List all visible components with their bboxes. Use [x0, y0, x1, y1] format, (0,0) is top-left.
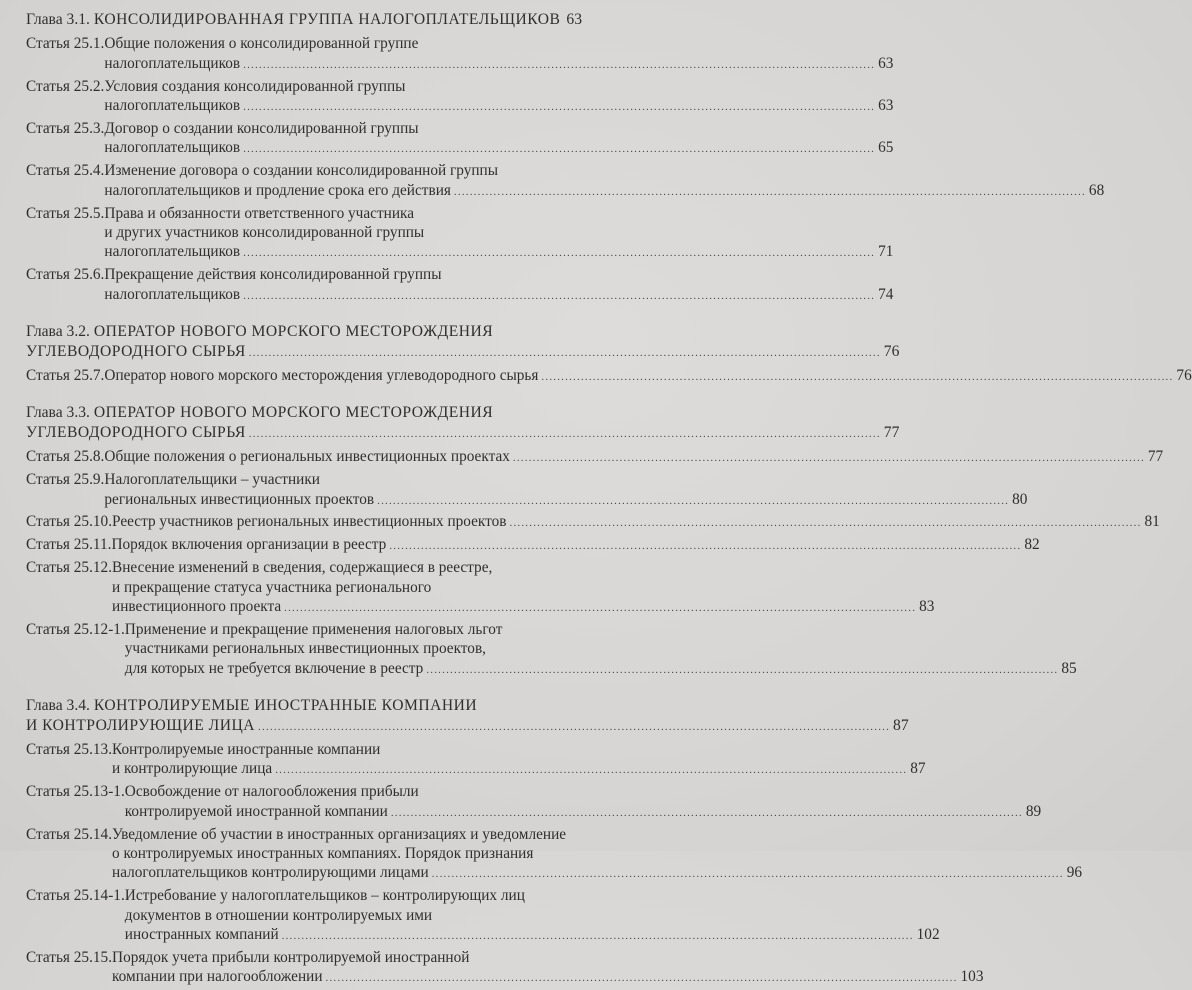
article-title-line	[112, 825, 1082, 844]
dot-leader	[541, 368, 1173, 387]
article-number: Статья 25.3.	[26, 120, 105, 138]
article-title-line	[104, 285, 893, 306]
dot-leader	[249, 344, 881, 363]
article-title-line	[111, 535, 1039, 556]
article-title: Истребование у налогоплательщиков – контролирующих лиц	[124, 887, 525, 905]
dot-leader	[454, 183, 1086, 202]
dot-leader	[426, 661, 1058, 680]
article-number: Статья 25.14.	[26, 825, 113, 843]
article-title: и других участников консолидированной группы	[104, 224, 425, 242]
dot-leader	[432, 865, 1064, 884]
article-title: Освобождение от налогообложения прибыли	[124, 783, 419, 801]
article-title-line	[104, 119, 893, 138]
article-title-line	[112, 844, 1082, 863]
page-number: 81	[1144, 513, 1160, 531]
page-number: 76	[883, 342, 900, 360]
article-title-line	[112, 558, 934, 577]
article-title: Порядок учета прибыли контролируемой иностранной	[112, 949, 470, 967]
page-number: 65	[878, 139, 894, 157]
article-title: Права и обязанности ответственного участника	[104, 204, 415, 222]
page-number: 83	[919, 598, 935, 616]
article-title: для которых не требуется включение в реестр	[124, 659, 424, 677]
article-title-line	[112, 967, 983, 988]
article-title: Оператор нового морского месторождения углеводородного сырья	[104, 367, 539, 384]
article-title-line	[104, 34, 893, 53]
article-title-line	[112, 863, 1082, 884]
page-number: 68	[1088, 181, 1105, 199]
article-title: документов в отношении контролируемых ими	[124, 906, 433, 924]
toc-article[interactable]	[26, 558, 935, 618]
article-title-line	[125, 925, 940, 946]
dot-leader	[243, 287, 875, 306]
chapter-title: И КОНТРОЛИРУЮЩИЕ ЛИЦА	[26, 716, 256, 734]
toc-article[interactable]	[26, 34, 894, 75]
article-title-line	[104, 204, 893, 223]
article-number: Статья 25.6.	[26, 266, 105, 284]
toc-article[interactable]	[26, 620, 1077, 680]
dot-leader	[258, 718, 890, 737]
article-title: Общие положения о региональных инвестиционных проектах	[104, 448, 510, 466]
chapter-title-line	[26, 342, 900, 363]
chapter-title-line	[26, 322, 567, 341]
dot-leader	[326, 969, 958, 988]
toc-chapter[interactable]	[26, 403, 900, 444]
article-title-line	[104, 447, 1163, 468]
toc-article[interactable]	[26, 512, 1160, 533]
toc-article[interactable]	[26, 470, 1028, 511]
article-number: Статья 25.5.	[26, 204, 105, 222]
dot-leader	[243, 244, 875, 263]
toc-article[interactable]	[26, 161, 1105, 202]
chapter-title-line	[26, 10, 582, 31]
article-title: и прекращение статуса участника регионального	[112, 578, 432, 596]
toc-article[interactable]	[26, 825, 1082, 885]
dot-leader	[249, 425, 881, 444]
article-title-line	[125, 782, 1041, 801]
article-title: иностранных компаний	[124, 926, 279, 944]
dot-leader	[389, 537, 1021, 556]
page-number: 87	[893, 716, 909, 734]
chapter-number: Глава 3.1.	[26, 11, 94, 28]
dot-leader	[243, 98, 875, 117]
article-title: и контролирующие лица	[112, 760, 273, 778]
page-number: 74	[878, 285, 894, 303]
article-title-line	[112, 578, 934, 597]
article-number: Статья 25.13-1.	[26, 783, 125, 801]
article-title-line	[125, 659, 1077, 680]
article-title-line	[104, 161, 1104, 180]
toc-article[interactable]	[26, 77, 894, 118]
toc-article[interactable]	[26, 535, 1040, 556]
page-number: 63	[878, 54, 894, 72]
article-title-line	[104, 490, 1027, 511]
article-number: Статья 25.2.	[26, 77, 105, 95]
page-number: 63	[566, 11, 582, 28]
article-title-line	[125, 886, 940, 905]
article-title-line	[112, 740, 925, 759]
page-number: 89	[1025, 802, 1042, 820]
dot-leader	[377, 492, 1009, 511]
article-title: Внесение изменений в сведения, содержащиеся в реестре,	[112, 559, 493, 577]
chapter-title-line	[26, 403, 567, 422]
article-title: налогоплательщиков контролирующими лицами	[112, 864, 429, 882]
article-title: о контролируемых иностранных компаниях. Порядок признания	[112, 845, 534, 863]
toc-article[interactable]	[26, 782, 1042, 823]
toc-article[interactable]	[26, 366, 1192, 387]
page-number: 102	[916, 926, 940, 944]
article-title-line	[104, 223, 893, 242]
toc-article[interactable]	[26, 886, 940, 946]
page-number: 80	[1012, 490, 1028, 508]
article-title-line	[104, 181, 1104, 202]
article-title-line	[112, 759, 925, 780]
dot-leader	[275, 761, 907, 780]
article-title: Налогоплательщики – участники	[104, 471, 320, 489]
dot-leader	[391, 804, 1023, 823]
article-title-line	[112, 597, 934, 618]
article-number: Статья 25.12-1.	[26, 620, 125, 638]
chapter-number: Глава 3.2.	[26, 323, 94, 341]
article-title-line	[112, 948, 983, 967]
chapter-title: КОНТРОЛИРУЕМЫЕ ИНОСТРАННЫЕ КОМПАНИИ	[93, 697, 478, 715]
article-title: налогоплательщиков	[104, 139, 241, 157]
article-title: Уведомление об участии в иностранных организациях и уведомление	[112, 825, 567, 843]
article-title-line	[104, 242, 893, 263]
article-title: Договор о создании консолидированной группы	[104, 120, 419, 138]
article-number: Статья 25.10.	[26, 513, 113, 531]
article-title: налогоплательщиков	[104, 54, 241, 72]
article-title-line	[125, 639, 1077, 658]
article-title: налогоплательщиков и продление срока его действия	[104, 181, 451, 199]
article-title-line	[104, 265, 893, 284]
toc-article[interactable]	[26, 740, 926, 781]
dot-leader	[284, 599, 916, 618]
table-of-contents	[26, 10, 1192, 990]
article-title-line	[104, 138, 893, 159]
page-number: 82	[1024, 536, 1040, 554]
article-number: Статья 25.8.	[26, 448, 105, 466]
page-number: 71	[878, 243, 894, 261]
chapter-title: ОПЕРАТОР НОВОГО МОРСКОГО МЕСТОРОЖДЕНИЯ	[93, 323, 494, 341]
dot-leader	[510, 514, 1142, 533]
page-number: 85	[1061, 659, 1077, 677]
chapter-number: Глава 3.4.	[26, 697, 94, 715]
article-number: Статья 25.14-1.	[26, 887, 125, 905]
article-title: Прекращение действия консолидированной группы	[104, 266, 442, 284]
page-number: 87	[910, 760, 926, 778]
page-number: 76	[1176, 367, 1192, 384]
dot-leader	[243, 140, 875, 159]
article-number: Статья 25.1.	[26, 35, 105, 53]
article-title: Применение и прекращение применения налоговых льгот	[124, 620, 503, 638]
article-title-line	[104, 366, 1191, 387]
toc-article[interactable]	[26, 948, 984, 989]
article-title: Контролируемые иностранные компании	[112, 741, 381, 758]
toc-chapter[interactable]	[26, 696, 909, 737]
chapter-title: КОНСОЛИДИРОВАННАЯ ГРУППА НАЛОГОПЛАТЕЛЬЩИКОВ	[93, 11, 561, 28]
article-number: Статья 25.12.	[26, 559, 113, 577]
dot-leader	[243, 56, 875, 75]
article-title-line	[112, 512, 1160, 533]
toc-article[interactable]	[26, 204, 894, 264]
page-number: 77	[883, 423, 900, 441]
article-title-line	[125, 620, 1077, 639]
article-title-line	[104, 470, 1027, 489]
article-title: инвестиционного проекта	[112, 598, 282, 616]
dot-leader	[513, 449, 1145, 468]
article-title: налогоплательщиков	[104, 285, 241, 303]
article-number: Статья 25.13.	[26, 741, 113, 758]
article-title: Реестр участников региональных инвестиционных проектов	[112, 513, 507, 531]
toc-article[interactable]	[26, 119, 894, 160]
page-number: 77	[1147, 448, 1164, 466]
article-number: Статья 25.9.	[26, 471, 105, 489]
toc-chapter[interactable]	[26, 10, 582, 31]
toc-chapter[interactable]	[26, 322, 900, 363]
article-title: компании при налогообложении	[112, 968, 323, 986]
chapter-title-line	[26, 423, 900, 444]
article-number: Статья 25.7.	[26, 367, 105, 384]
article-number: Статья 25.15.	[26, 949, 113, 967]
chapter-number: Глава 3.3.	[26, 404, 94, 422]
chapter-title: УГЛЕВОДОРОДНОГО СЫРЬЯ	[26, 342, 246, 360]
article-number: Статья 25.11.	[26, 536, 112, 554]
chapter-title-line	[26, 716, 909, 737]
chapter-title: УГЛЕВОДОРОДНОГО СЫРЬЯ	[26, 423, 246, 441]
page-number: 63	[878, 97, 894, 115]
article-title-line	[125, 802, 1041, 823]
article-title: Общие положения о консолидированной группе	[104, 35, 419, 53]
article-title: налогоплательщиков	[104, 97, 241, 115]
article-title: Изменение договора о создании консолидированной группы	[104, 162, 499, 180]
dot-leader	[282, 927, 914, 946]
toc-article[interactable]	[26, 265, 894, 306]
article-title: налогоплательщиков	[104, 243, 241, 261]
article-title-line	[104, 54, 893, 75]
article-title: Порядок включения организации в реестр	[111, 536, 387, 554]
article-title: Условия создания консолидированной группы	[104, 77, 406, 95]
page-number: 103	[960, 968, 984, 986]
article-title-line	[125, 906, 940, 925]
article-title: контролируемой иностранной компании	[124, 802, 388, 820]
chapter-title-line	[26, 696, 567, 715]
article-title: региональных инвестиционных проектов	[104, 490, 375, 508]
page-number: 96	[1066, 864, 1082, 882]
article-title: участниками региональных инвестиционных проектов,	[124, 640, 486, 658]
article-number: Статья 25.4.	[26, 162, 105, 180]
article-title-line	[104, 96, 893, 117]
toc-article[interactable]	[26, 447, 1164, 468]
article-title-line	[104, 77, 893, 96]
chapter-title: ОПЕРАТОР НОВОГО МОРСКОГО МЕСТОРОЖДЕНИЯ	[93, 404, 494, 422]
